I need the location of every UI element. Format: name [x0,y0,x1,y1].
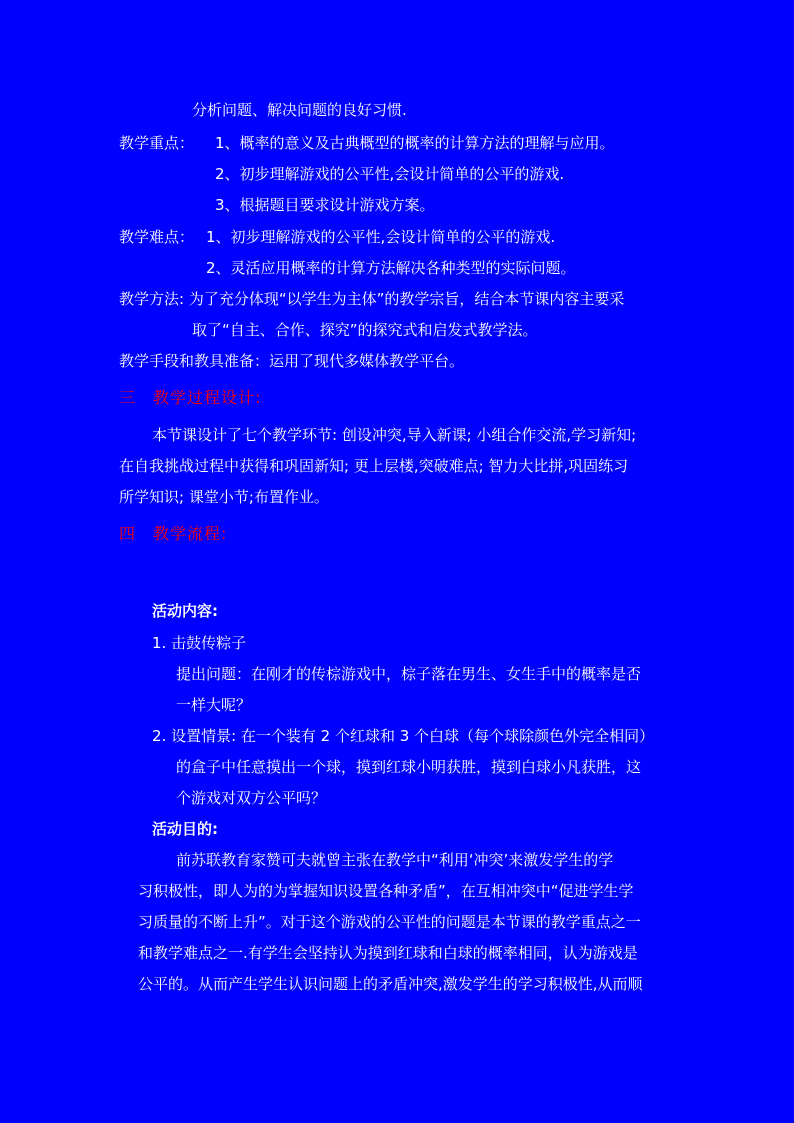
text-line: 分析问题、解决问题的良好习惯. [192,101,407,119]
paragraph-line: 公平的。从而产生学生认识问题上的矛盾冲突,激发学生的学习积极性,从而顺 [138,975,643,993]
teaching-tools-text: 教学手段和教具准备：运用了现代多媒体教学平台。 [119,352,465,370]
list-item-text: 个游戏对双方公平吗？ [176,789,327,807]
paragraph-line: 和教学难点之一.有学生会坚持认为摸到红球和白球的概率相同，认为游戏是 [138,944,638,962]
activity-purpose-heading: 活动目的: [152,820,218,838]
difficulty-item: 1、初步理解游戏的公平性,会设计简单的公平的游戏. [206,228,556,246]
activity-content-heading: 活动内容: [152,602,218,620]
teaching-method-text: 教学方法: 为了充分体现“以学生为主体”的教学宗旨，结合本节课内容主要采 [119,290,625,308]
key-point-item: 2、初步理解游戏的公平性,会设计简单的公平的游戏. [215,165,565,183]
section-heading-teaching-flow: 四 教学流程: [119,524,228,543]
section-label-key-points: 教学重点： [119,134,195,152]
section-label-difficulties: 教学难点： [119,228,195,246]
teaching-method-text: 取了“自主、合作、探究”的探究式和启发式教学法。 [192,321,538,339]
section-heading-process-design: 三 教学过程设计: [119,388,262,407]
paragraph-line: 所学知识; 课堂小节;布置作业。 [119,488,329,506]
list-item-text: 的盒子中任意摸出一个球，摸到红球小明获胜，摸到白球小凡获胜，这 [176,758,642,776]
key-point-item: 1、概率的意义及古典概型的概率的计算方法的理解与应用。 [215,134,615,152]
list-item: 2. 设置情景: 在一个装有 2 个红球和 3 个白球（每个球除颜色外完全相同） [152,727,655,745]
paragraph-line: 本节课设计了七个教学环节: 创设冲突,导入新课; 小组合作交流,学习新知; [152,426,637,444]
key-point-item: 3、根据题目要求设计游戏方案。 [215,196,435,214]
list-item-text: 一样大呢？ [176,696,252,714]
paragraph-line: 习质量的不断上升”。对于这个游戏的公平性的问题是本节课的教学重点之一 [138,913,641,931]
paragraph-line: 在自我挑战过程中获得和巩固新知; 更上层楼,突破难点; 智力大比拼,巩固练习 [119,457,629,475]
difficulty-item: 2、灵活应用概率的计算方法解决各种类型的实际问题。 [206,259,576,277]
list-item: 1. 击鼓传粽子 [152,634,247,652]
paragraph-line: 前苏联教育家赞可夫就曾主张在教学中“利用‘冲突’来激发学生的学 [176,851,614,869]
paragraph-line: 习积极性，即人为的为掌握知识设置各种矛盾”，在互相冲突中“促进学生学 [138,882,634,900]
list-item-text: 提出问题：在刚才的传棕游戏中，棕子落在男生、女生手中的概率是否 [176,665,642,683]
